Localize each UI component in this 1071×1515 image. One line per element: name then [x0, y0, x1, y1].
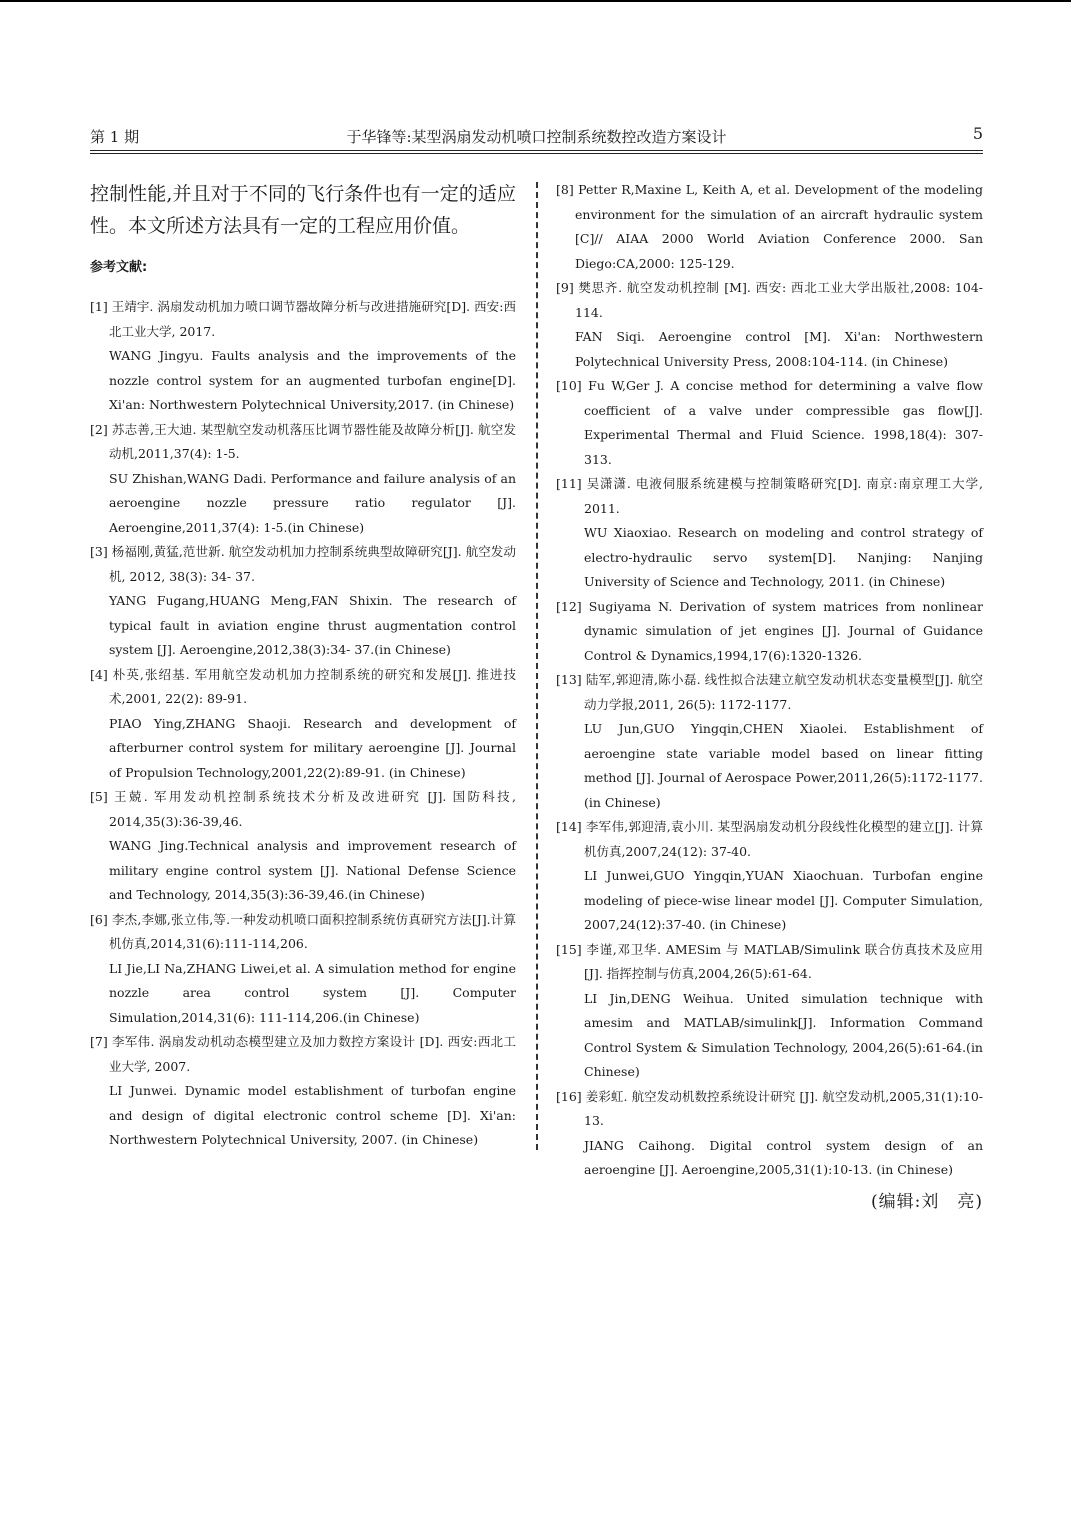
- reference-citation: [14] 李军伟,郭迎清,袁小川. 某型涡扇发动机分段线性化模型的建立[J]. 计算机仿真,2007,24(12): 37-40.: [556, 819, 983, 859]
- reference-item: [90, 663, 516, 786]
- reference-citation: [4] 朴英,张绍基. 军用航空发动机加力控制系统的研究和发展[J]. 推进技术,2001, 22(2): 89-91.: [90, 666, 516, 706]
- reference-item: [90, 540, 516, 663]
- header-rule: [90, 150, 983, 151]
- reference-citation: [2] 苏志善,王大迪. 某型航空发动机落压比调节器性能及故障分析[J]. 航空发动机,2011,37(4): 1-5.: [90, 421, 516, 461]
- reference-english-translation: LU Jun,GUO Yingqin,CHEN Xiaolei. Establishment of aeroengine state variable model based on linear fitting method [J]. Journal of Aerospace Power,2011,26(5):1172-1177. (in Chinese): [584, 721, 983, 810]
- editor-credit: (编辑:刘 亮): [871, 1191, 983, 1212]
- reference-english-translation: LI Jin,DENG Weihua. United simulation technique with amesim and MATLAB/simulink[J]. Information Command Control System & Simulation Technology, 2004,26(5):61-64.(in Chinese): [584, 990, 983, 1079]
- reference-english-translation: LI Junwei,GUO Yingqin,YUAN Xiaochuan. Turbofan engine modeling of piece-wise linear model [J]. Computer Simulation, 2007,24(12):37-40. (in Chinese): [584, 868, 983, 932]
- reference-english-translation: LI Jie,LI Na,ZHANG Liwei,et al. A simulation method for engine nozzle area control system [J]. Computer Simulation,2014,31(6): 111-114,206.(in Chinese): [109, 960, 516, 1025]
- column-divider: [536, 182, 538, 1150]
- reference-citation: [10] Fu W,Ger J. A concise method for determining a valve flow coefficient of a valve under compressible gas flow[J]. Experimental Thermal and Fluid Science. 1998,18(4): 307-313.: [556, 378, 983, 467]
- reference-item: [556, 668, 983, 815]
- reference-item: [90, 1030, 516, 1153]
- reference-citation: [8] Petter R,Maxine L, Keith A, et al. Development of the modeling environment for the simulation of an aircraft hydraulic system [C]// AIAA 2000 World Aviation Conference 2000. San Diego:CA,2000: 125-129.: [556, 182, 983, 271]
- reference-english-translation: LI Junwei. Dynamic model establishment of turbofan engine and design of digital electronic control scheme [D]. Xi'an: Northwestern Polytechnical University, 2007. (in Chinese): [109, 1083, 516, 1147]
- reference-citation: [16] 姜彩虹. 航空发动机数控系统设计研究 [J]. 航空发动机,2005,31(1):10-13.: [556, 1088, 983, 1128]
- reference-item: [90, 785, 516, 908]
- top-border: [0, 0, 1071, 2]
- reference-citation: [1] 王靖宇. 涡扇发动机加力喷口调节器故障分析与改进措施研究[D]. 西安:西北工业大学, 2017.: [90, 299, 516, 339]
- running-header: [90, 124, 983, 150]
- body-paragraph: 控制性能,并且对于不同的飞行条件也有一定的适应性。本文所述方法具有一定的工程应用价值。: [90, 183, 516, 237]
- reference-english-translation: YANG Fugang,HUANG Meng,FAN Shixin. The research of typical fault in aviation engine thrust augmentation control system [J]. Aeroengine,2012,38(3):34- 37.(in Chinese): [109, 593, 516, 657]
- reference-item: [556, 374, 983, 472]
- reference-item: [90, 908, 516, 1031]
- reference-citation: [11] 吴潇潇. 电液伺服系统建模与控制策略研究[D]. 南京:南京理工大学, 2011.: [556, 476, 983, 516]
- reference-item: [556, 276, 983, 374]
- reference-citation: [9] 樊思齐. 航空发动机控制 [M]. 西安: 西北工业大学出版社,2008: 104-114.: [556, 280, 983, 320]
- reference-citation: [13] 陆军,郭迎清,陈小磊. 线性拟合法建立航空发动机状态变量模型[J]. 航空动力学报,2011, 26(5): 1172-1177.: [556, 672, 983, 712]
- reference-citation: [6] 李杰,李娜,张立伟,等.一种发动机喷口面积控制系统仿真研究方法[J].计算机仿真,2014,31(6):111-114,206.: [90, 911, 516, 951]
- reference-english-translation: WANG Jingyu. Faults analysis and the improvements of the nozzle control system for an augmented turbofan engine[D]. Xi'an: Northwestern Polytechnical University,2017. (in Chinese): [109, 348, 516, 412]
- issue-number: 第 1 期: [90, 128, 140, 146]
- reference-english-translation: JIANG Caihong. Digital control system design of an aeroengine [J]. Aeroengine,2005,31(1):10-13. (in Chinese): [584, 1137, 983, 1177]
- reference-item: [556, 1085, 983, 1183]
- reference-english-translation: SU Zhishan,WANG Dadi. Performance and failure analysis of an aeroengine nozzle pressure ratio regulator [J]. Aeroengine,2011,37(4): 1-5.(in Chinese): [109, 470, 516, 535]
- reference-citation: [5] 王兢. 军用发动机控制系统技术分析及改进研究 [J]. 国防科技, 2014,35(3):36-39,46.: [90, 789, 516, 829]
- reference-citation: [7] 李军伟. 涡扇发动机动态模型建立及加力数控方案设计 [D]. 西安:西北工业大学, 2007.: [90, 1034, 516, 1074]
- reference-english-translation: FAN Siqi. Aeroengine control [M]. Xi'an: Northwestern Polytechnical University Press, 2008:104-114. (in Chinese): [575, 329, 983, 369]
- reference-item: [556, 815, 983, 938]
- running-title: 于华锋等:某型涡扇发动机喷口控制系统数控改造方案设计: [346, 128, 727, 146]
- references-heading: 参考文献:: [90, 260, 148, 275]
- reference-citation: [3] 杨福刚,黄猛,范世新. 航空发动机加力控制系统典型故障研究[J]. 航空发动机, 2012, 38(3): 34- 37.: [90, 544, 516, 584]
- reference-english-translation: WANG Jing.Technical analysis and improvement research of military engine control system [J]. National Defense Science and Technology, 2014,35(3):36-39,46.(in Chinese): [109, 838, 516, 902]
- references-list-right: [556, 178, 983, 1183]
- reference-item: [556, 938, 983, 1085]
- reference-item: [556, 595, 983, 669]
- page-number: 5: [972, 124, 983, 143]
- references-list-left: [90, 295, 516, 1153]
- reference-item: [556, 178, 983, 276]
- left-column: [90, 178, 516, 1153]
- reference-item: [556, 472, 983, 595]
- reference-item: [90, 418, 516, 541]
- reference-english-translation: PIAO Ying,ZHANG Shaoji. Research and development of afterburner control system for military aeroengine [J]. Journal of Propulsion Technology,2001,22(2):89-91. (in Chinese): [109, 715, 516, 780]
- header-rule: [90, 153, 983, 154]
- right-column: [556, 178, 983, 1212]
- reference-english-translation: WU Xiaoxiao. Research on modeling and control strategy of electro-hydraulic servo system[D]. Nanjing: Nanjing University of Science and Technology, 2011. (in Chinese): [584, 525, 983, 589]
- reference-item: [90, 295, 516, 418]
- reference-citation: [15] 李谨,邓卫华. AMESim 与 MATLAB/Simulink 联合仿真技术及应用[J]. 指挥控制与仿真,2004,26(5):61-64.: [556, 941, 983, 981]
- reference-citation: [12] Sugiyama N. Derivation of system matrices from nonlinear dynamic simulation of jet engines [J]. Journal of Guidance Control & Dynamics,1994,17(6):1320-1326.: [556, 598, 983, 663]
